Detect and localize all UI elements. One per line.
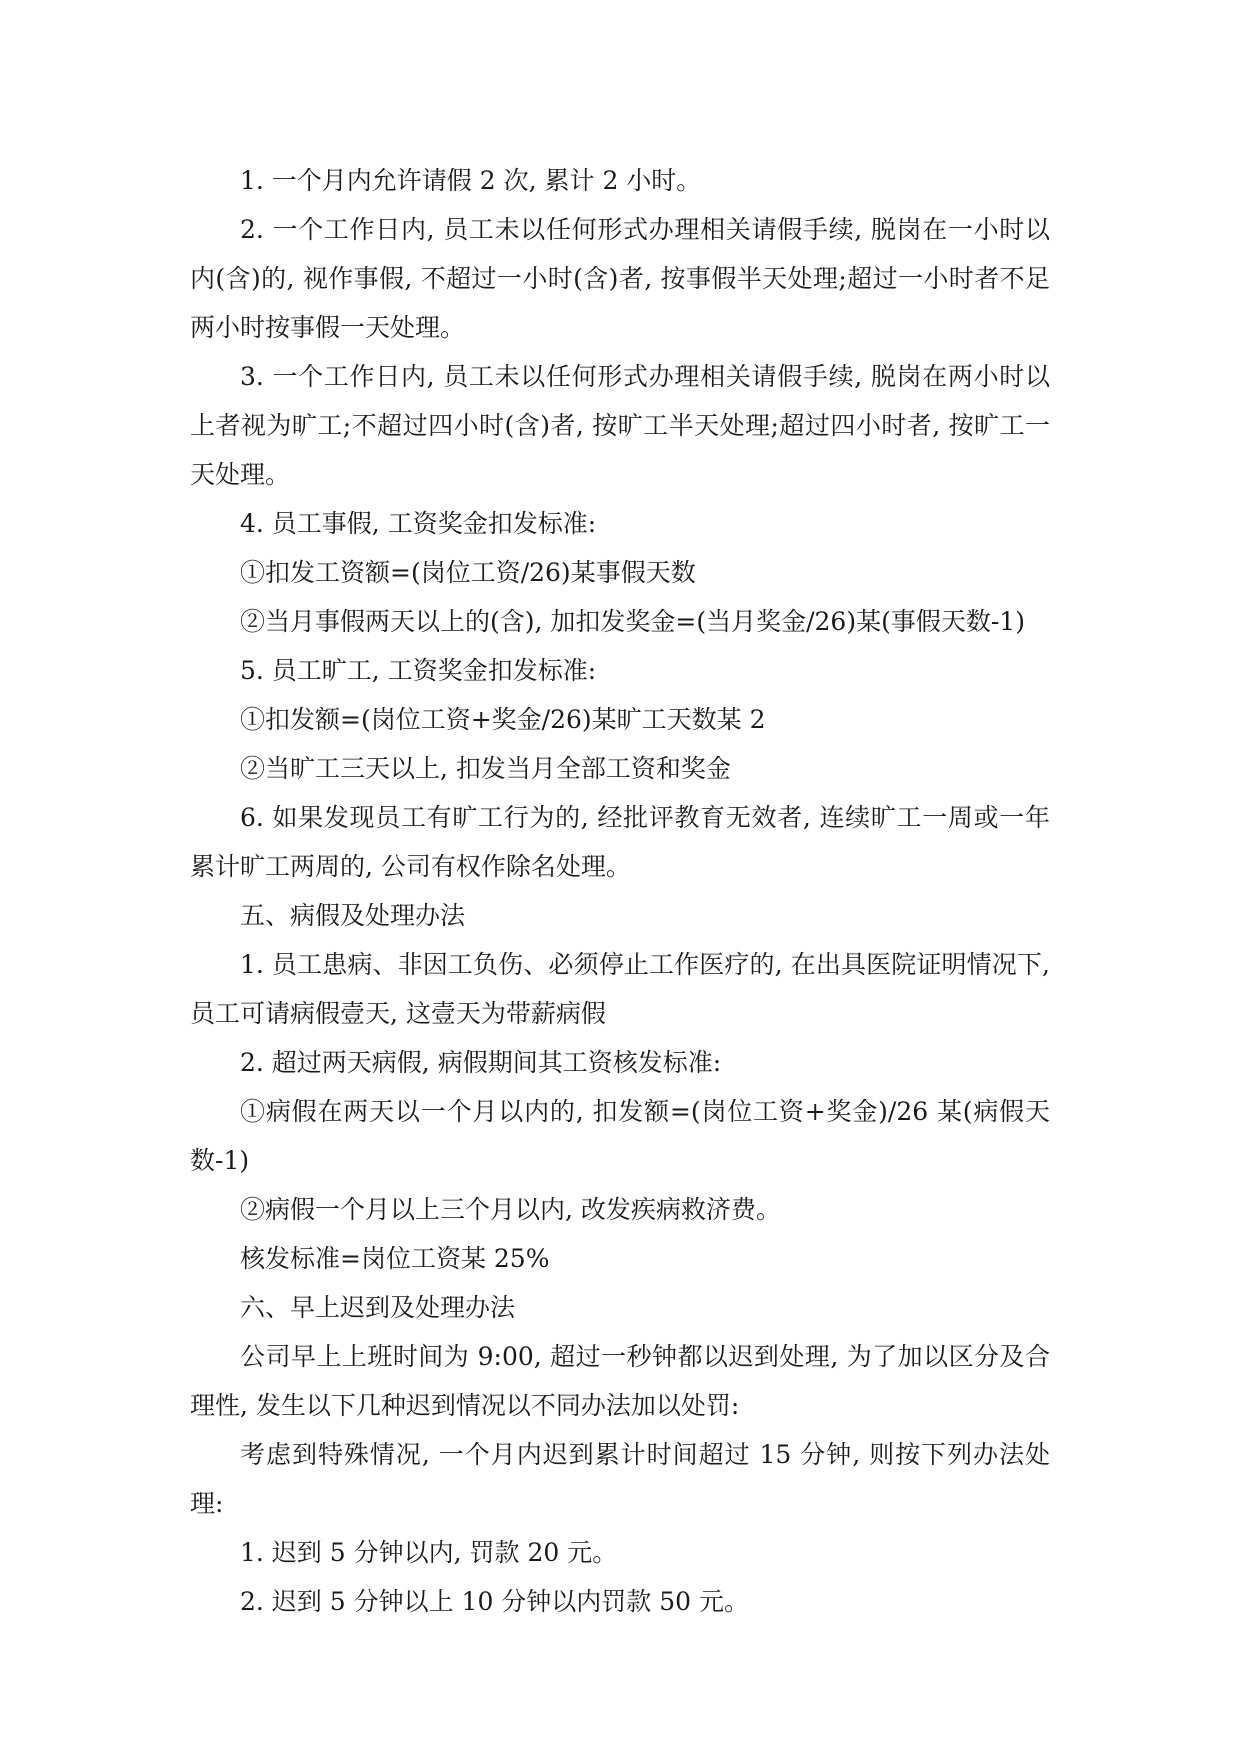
paragraph-12: 1. 员工患病、非因工负伤、必须停止工作医疗的, 在出具医院证明情况下, 员工可请病假壹天, 这壹天为带薪病假 [190,950,1050,1028]
paragraph-15: ②病假一个月以上三个月以内, 改发疾病救济费。 [240,1195,781,1224]
paragraph-3: 3. 一个工作日内, 员工未以任何形式办理相关请假手续, 脱岗在两小时以上者视为旷工;不超过四小时(含)者, 按旷工半天处理;超过四小时者, 按旷工一天处理。 [190,362,1050,489]
paragraph-19: 考虑到特殊情况, 一个月内迟到累计时间超过 15 分钟, 则按下列办法处理: [190,1440,1050,1518]
paragraph-16: 核发标准=岗位工资某 25% [240,1244,550,1273]
paragraph-10: 6. 如果发现员工有旷工行为的, 经批评教育无效者, 连续旷工一周或一年累计旷工两周的, 公司有权作除名处理。 [190,803,1050,881]
paragraph-4: 4. 员工事假, 工资奖金扣发标准: [240,509,597,538]
section-heading-sick-leave: 五、病假及处理办法 [240,901,466,930]
paragraph-13: 2. 超过两天病假, 病假期间其工资核发标准: [240,1048,722,1077]
paragraph-5: ①扣发工资额=(岗位工资/26)某事假天数 [240,558,696,587]
paragraph-14: ①病假在两天以一个月以内的, 扣发额=(岗位工资+奖金)/26 某(病假天数-1) [190,1097,1050,1175]
paragraph-20: 1. 迟到 5 分钟以内, 罚款 20 元。 [240,1538,618,1567]
section-heading-lateness: 六、早上迟到及处理办法 [240,1293,516,1322]
paragraph-1: 1. 一个月内允许请假 2 次, 累计 2 小时。 [240,166,702,195]
document-body [190,156,1050,1626]
paragraph-8: ①扣发额=(岗位工资+奖金/26)某旷工天数某 2 [240,705,766,734]
paragraph-6: ②当月事假两天以上的(含), 加扣发奖金=(当月奖金/26)某(事假天数-1) [240,607,1025,636]
paragraph-21: 2. 迟到 5 分钟以上 10 分钟以内罚款 50 元。 [240,1587,750,1616]
paragraph-9: ②当旷工三天以上, 扣发当月全部工资和奖金 [240,754,731,783]
paragraph-7: 5. 员工旷工, 工资奖金扣发标准: [240,656,597,685]
paragraph-2: 2. 一个工作日内, 员工未以任何形式办理相关请假手续, 脱岗在一小时以内(含)的, 视作事假, 不超过一小时(含)者, 按事假半天处理;超过一小时者不足两小时按事假一天处理。 [190,215,1050,342]
paragraph-18: 公司早上上班时间为 9:00, 超过一秒钟都以迟到处理, 为了加以区分及合理性, 发生以下几种迟到情况以不同办法加以处罚: [190,1342,1050,1420]
